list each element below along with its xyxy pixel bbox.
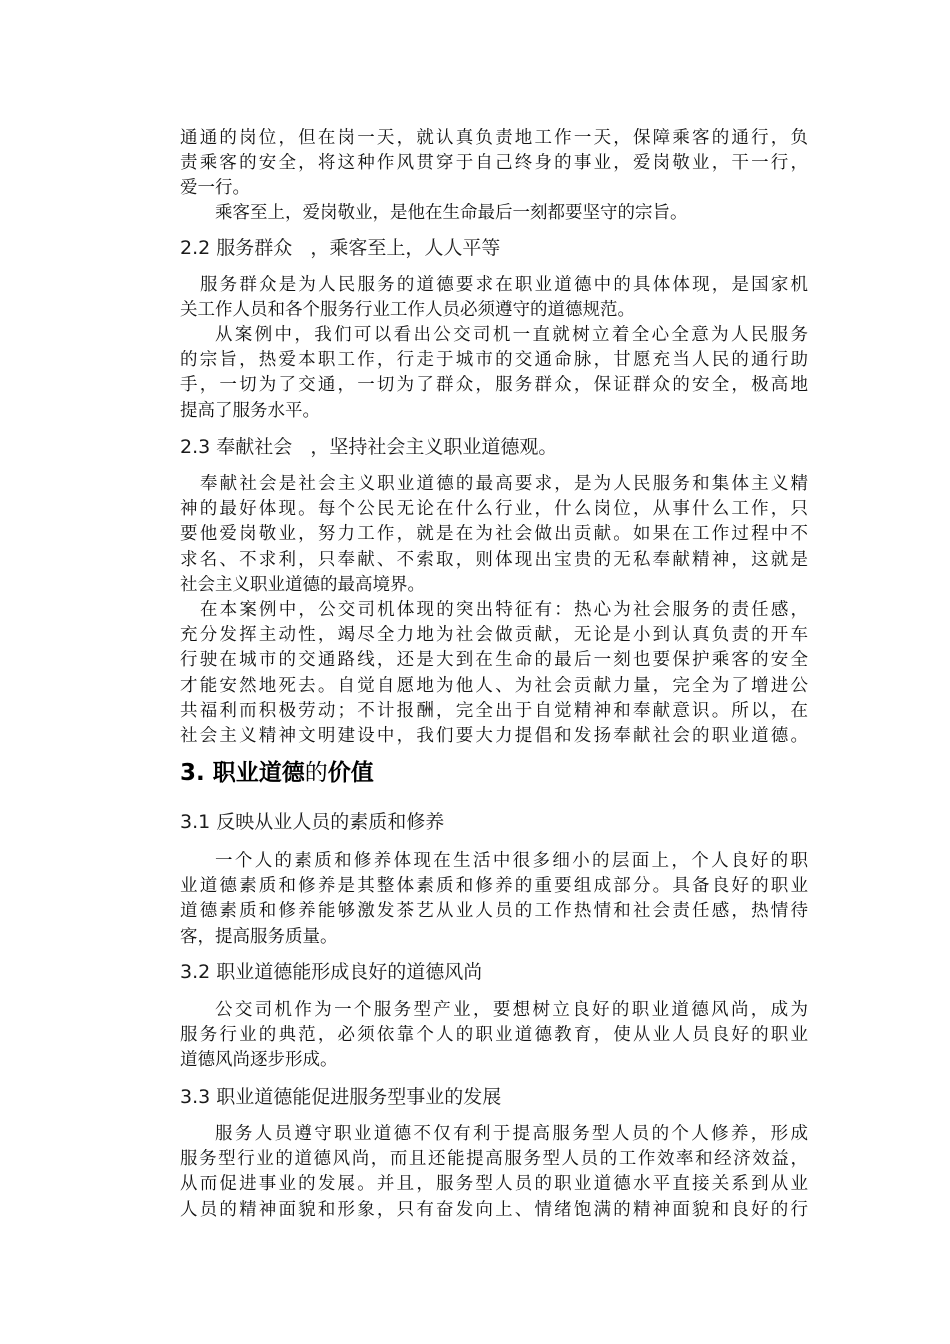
text-line: 社会主义精神文明建设中，我们要大力提倡和发扬奉献社会的职业道德。 (180, 725, 808, 746)
heading-3-3: 3.3 职业道德能促进服务型事业的发展 (180, 1086, 502, 1108)
text-line: 道德素质和修养能够激发茶艺从业人员的工作热情和社会责任感，热情待 (180, 901, 808, 922)
text-line: 责乘客的安全，将这种作风贯穿于自己终身的事业，爱岗敬业，干一行， (180, 153, 808, 174)
text-line: 从而促进事业的发展。并且，服务型人员的职业道德水平直接关系到从业 (180, 1174, 808, 1195)
text-line: 道德风尚逐步形成。 (180, 1050, 338, 1071)
heading-3-2: 3.2 职业道德能形成良好的道德风尚 (180, 961, 483, 983)
paragraph-quality (180, 849, 808, 950)
paragraph-motto (180, 201, 808, 226)
paragraph-ethos (180, 998, 808, 1074)
text-line: 奉献社会是社会主义职业道德的最高要求，是为人民服务和集体主义精 (200, 474, 808, 494)
text-line: 人员的精神面貌和形象，只有奋发向上、情绪饱满的精神面貌和良好的行 (180, 1199, 808, 1220)
text-line: 手，一切为了交通，一切为了群众，服务群众，保证群众的安全，极高地 (180, 375, 808, 396)
text-line: 共福利而积极劳动；不计报酬，完全出于自觉精神和奉献意识。所以，在 (180, 700, 808, 721)
heading-3-part: 3. 职业道德 (180, 760, 305, 786)
text-line: 公交司机作为一个服务型产业，要想树立良好的职业道德风尚，成为 (215, 1000, 808, 1020)
text-line: 才能安然地死去。自觉自愿地为他人、为社会贡献力量，完全为了增进公 (180, 675, 808, 696)
text-line: 神的最好体现。每个公民无论在什么行业，什么岗位，从事什么工作，只 (180, 499, 808, 520)
heading-2-2: 2.2 服务群众 ，乘客至上，人人平等 (180, 237, 501, 259)
text-line: 一个人的素质和修养体现在生活中很多细小的层面上，个人良好的职 (215, 851, 808, 871)
text-line: 求名、不求利，只奉献、不索取，则体现出宝贵的无私奉献精神，这就是 (180, 549, 808, 570)
paragraph-case-service (180, 323, 808, 424)
text-line: 的宗旨，热爱本职工作，行走于城市的交通命脉，甘愿充当人民的通行助 (180, 350, 808, 371)
text-line: 从案例中，我们可以看出公交司机一直就树立着全心全意为人民服务 (215, 325, 808, 345)
text-line: 服务群众是为人民服务的道德要求在职业道德中的具体体现，是国家机 (200, 275, 808, 295)
text-line: 客，提高服务质量。 (180, 926, 338, 947)
paragraph-duty (180, 126, 808, 202)
text-line: 爱一行。 (180, 178, 250, 199)
text-line: 关工作人员和各个服务行业工作人员必须遵守的道德规范。 (180, 300, 635, 321)
heading-3-part: 的 (304, 760, 328, 786)
paragraph-case-dedication (180, 598, 808, 749)
text-line: 社会主义职业道德的最高境界。 (180, 574, 425, 595)
heading-3-part: 价值 (327, 760, 374, 786)
heading-3-1: 3.1 反映从业人员的素质和修养 (180, 811, 445, 833)
text-line: 通通的岗位，但在岗一天，就认真负责地工作一天，保障乘客的通行，负 (180, 128, 808, 148)
paragraph-serve-masses (180, 273, 808, 323)
text-line: 服务行业的典范，必须依靠个人的职业道德教育，使从业人员良好的职业 (180, 1025, 808, 1046)
heading-3 (180, 757, 374, 789)
text-line: 在本案例中，公交司机体现的突出特征有：热心为社会服务的责任感， (200, 600, 808, 620)
text-line: 乘客至上，爱岗敬业，是他在生命最后一刻都要坚守的宗旨。 (215, 203, 688, 223)
text-line: 要他爱岗敬业，努力工作，就是在为社会做出贡献。如果在工作过程中不 (180, 524, 808, 545)
text-line: 行驶在城市的交通路线，还是大到在生命的最后一刻也要保护乘客的安全 (180, 650, 808, 671)
paragraph-dedication (180, 472, 808, 598)
heading-2-3: 2.3 奉献社会 ，坚持社会主义职业道德观。 (180, 436, 558, 458)
paragraph-development (180, 1122, 808, 1223)
text-line: 提高了服务水平。 (180, 400, 320, 421)
text-line: 服务型行业的道德风尚，而且还能提高服务型人员的工作效率和经济效益， (180, 1149, 808, 1170)
text-line: 服务人员遵守职业道德不仅有利于提高服务型人员的个人修养，形成 (215, 1124, 808, 1144)
text-line: 充分发挥主动性，竭尽全力地为社会做贡献，无论是小到认真负责的开车 (180, 625, 808, 646)
text-line: 业道德素质和修养是其整体素质和修养的重要组成部分。具备良好的职业 (180, 876, 808, 897)
